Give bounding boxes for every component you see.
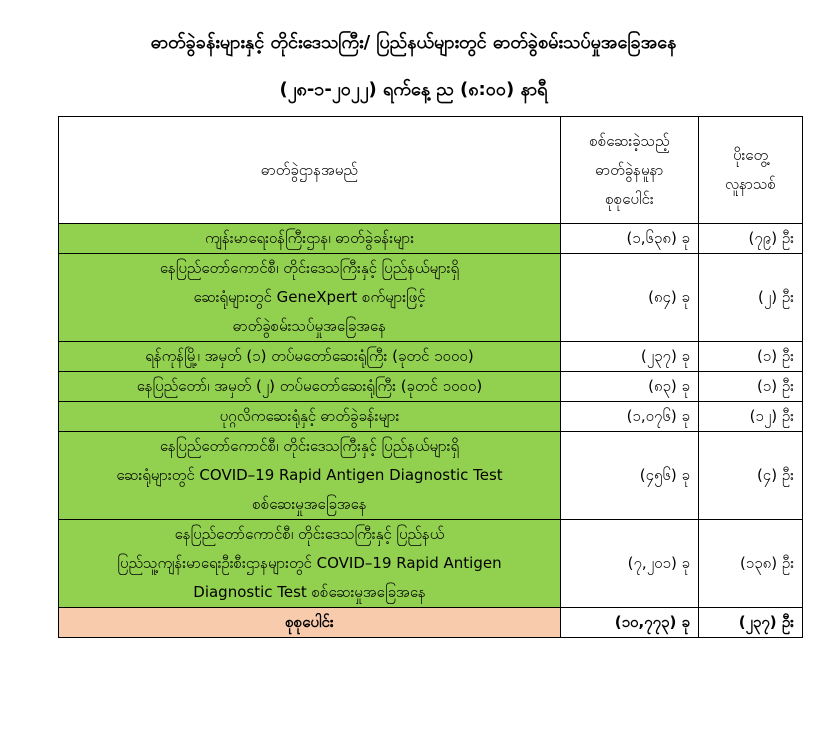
header-row <box>59 117 803 224</box>
lab-name-line: ရန်ကုန်မြို့၊ အမှတ် (၁) တပ်မတော်ဆေးရုံကြီး (ခုတင် ၁၀၀၀) <box>145 347 474 365</box>
table-row <box>59 372 803 402</box>
samples-cell: (၂၃၇) ခု <box>561 342 699 372</box>
testing-table <box>58 116 803 638</box>
samples-cell: (၁,၆၃၈) ခု <box>561 224 699 254</box>
total-samples: (၁၀,၇၇၃) ခု <box>561 608 699 638</box>
positives-cell: (၄) ဦး <box>699 432 803 520</box>
samples-cell: (၄၅၆) ခု <box>561 432 699 520</box>
lab-name-cell <box>59 224 561 254</box>
header-positives <box>699 117 803 224</box>
header-positives-line: ပိုးတွေ့ <box>732 146 769 164</box>
table-row <box>59 254 803 342</box>
positives-cell: (၁) ဦး <box>699 342 803 372</box>
lab-name-cell <box>59 432 561 520</box>
table-row <box>59 432 803 520</box>
samples-cell: (၇,၂၀၁) ခု <box>561 520 699 608</box>
lab-name-cell <box>59 372 561 402</box>
header-samples-line: စစ်ဆေးခဲ့သည့် <box>589 131 670 150</box>
lab-name-line: ပုဂ္ဂလိကဆေးရုံနှင့် ဓာတ်ခွဲခန်းများ <box>219 407 400 425</box>
total-positives: (၂၃၇) ဦး <box>699 608 803 638</box>
positives-cell: (၁၂) ဦး <box>699 402 803 432</box>
header-samples-line: ဓာတ်ခွဲနမူနာ <box>595 160 664 179</box>
lab-name-line: နေပြည်တော်ကောင်စီ၊ တိုင်းဒေသကြီးနှင့် ပြည်နယ်များရှိ <box>159 259 460 277</box>
lab-name-cell <box>59 402 561 432</box>
positives-cell: (၁) ဦး <box>699 372 803 402</box>
header-lab-name: ဓာတ်ခွဲဌာနအမည် <box>59 117 561 224</box>
positives-cell: (၇၉) ဦး <box>699 224 803 254</box>
header-samples <box>561 117 699 224</box>
table-row <box>59 402 803 432</box>
total-row <box>59 608 803 638</box>
lab-name-line: နေပြည်တော်၊ အမှတ် (၂) တပ်မတော်ဆေးရုံကြီး (ခုတင် ၁၀၀၀) <box>136 377 483 395</box>
table-row <box>59 342 803 372</box>
lab-name-line: ပြည်သူ့ကျန်းမာရေးဦးစီးဌာနများတွင် COVID–19 Rapid Antigen <box>117 554 502 572</box>
lab-name-cell <box>59 342 561 372</box>
lab-name-cell <box>59 254 561 342</box>
header-positives-line: လူနာသစ် <box>725 175 776 193</box>
samples-cell: (၁,၀၇၆) ခု <box>561 402 699 432</box>
lab-name-cell <box>59 520 561 608</box>
report-datetime: (၂၈-၁-၂၀၂၂) ရက်နေ့ ည (၈:၀၀) နာရီ <box>279 79 548 100</box>
lab-name-line: Diagnostic Test စစ်ဆေးမှုအခြေအနေ <box>193 583 426 601</box>
positives-cell: (၂) ဦး <box>699 254 803 342</box>
lab-name-line: ဆေးရုံများတွင် COVID–19 Rapid Antigen Diagnostic Test <box>116 466 503 484</box>
samples-cell: (၈၄) ခု <box>561 254 699 342</box>
lab-name-line: ဓာတ်ခွဲစမ်းသပ်မှုအခြေအနေ <box>233 317 386 335</box>
total-label: စုစုပေါင်း <box>59 608 561 638</box>
lab-name-line: စစ်ဆေးမှုအခြေအနေ <box>252 495 367 513</box>
table-row <box>59 224 803 254</box>
report-title: ဓာတ်ခွဲခန်းများနှင့် တိုင်းဒေသကြီး/ ပြည်နယ်များတွင် ဓာတ်ခွဲစမ်းသပ်မှုအခြေအနေ <box>150 32 677 53</box>
lab-name-line: ကျန်းမာရေးဝန်ကြီးဌာန၊ ဓာတ်ခွဲခန်းများ <box>204 229 415 247</box>
lab-name-line: ဆေးရုံများတွင် GeneXpert စက်များဖြင့် <box>193 288 426 306</box>
lab-name-line: နေပြည်တော်ကောင်စီ၊ တိုင်းဒေသကြီးနှင့် ပြည်နယ် <box>174 525 445 543</box>
header-samples-line: စုစုပေါင်း <box>605 189 654 208</box>
samples-cell: (၈၃) ခု <box>561 372 699 402</box>
positives-cell: (၁၃၈) ဦး <box>699 520 803 608</box>
lab-name-line: နေပြည်တော်ကောင်စီ၊ တိုင်းဒေသကြီးနှင့် ပြည်နယ်များရှိ <box>159 437 460 455</box>
table-row <box>59 520 803 608</box>
